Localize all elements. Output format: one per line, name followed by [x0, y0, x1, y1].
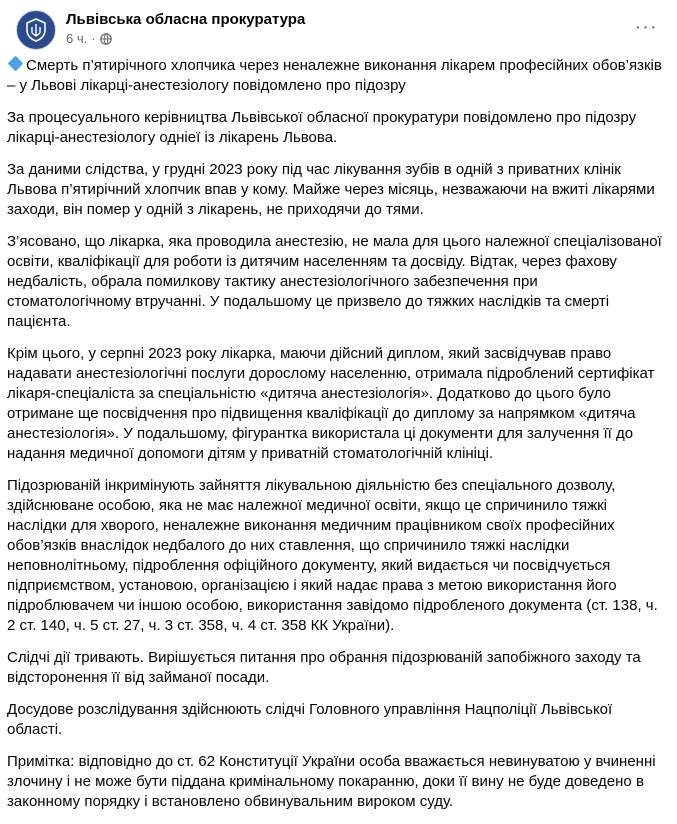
- post-text: [7, 56, 663, 824]
- post-paragraph: За даними слідства, у грудні 2023 року під час лікування зубів в одній з приватних клінік Львова п’ятирічний хлопчик впав у кому. Майже через місяць, незважаючи на вжиті лікарями заходи, він помер у одній з лікарень, не приходячи до тями.: [7, 161, 655, 218]
- meta-separator: ·: [91, 31, 96, 46]
- post-paragraph: Слідчі дії тривають. Вирішується питання про обрання підозрюваній запобіжного заходу та відсторонення її від займаної посади.: [7, 649, 641, 686]
- page-name-link[interactable]: Львівська обласна прокуратура: [66, 11, 306, 28]
- post-paragraph: Підозрюваній інкримінують зайняття лікувальною діяльністю без спеціального дозволу, здійснюване особою, яка не має належної медичної освіти, якщо це спричинило тяжкі наслідки для хворого, неналежне виконання медичним працівником своїх професійних обов’язків внаслідок недбалого до них ставлення, що спричинило тяжкі наслідки неповнолітньому, підроблення офіційного документу, який видається чи посвідчується підприємством, установою, організацією і який надає права з метою використання його підроблювачем чи іншою особою, використання завідомо підробленого документа (ст. 138, ч. 2 ст. 140, ч. 5 ст. 27, ч. 3 ст. 358, ч. 4 ст. 358 КК України).: [7, 477, 658, 634]
- post-timestamp[interactable]: 6 ч.: [66, 31, 88, 46]
- post-paragraph: Примітка: відповідно до ст. 62 Конституції України особа вважається невинуватою у вчиненні злочину і не може бути піддана кримінальному покаранню, доки її вину не буде доведено в законному порядку і встановлено обвинувальним вироком суду.: [7, 753, 656, 810]
- post-paragraph: Крім цього, у серпні 2023 року лікарка, маючи дійсний диплом, який засвідчував право надавати анестезіологічні послуги дорослому населенню, отримала підроблений сертифікат лікаря-спеціаліста за спеціальністю «дитяча анестезіологія». Додатково до цього було отримане ще посвідчення про підвищення кваліфікації до диплому за напрямком «дитяча анестезіологія». У подальшому, фігурантка використала ці документи для залучення її до надання медичної допомоги дітям у приватній стоматологічній клініці.: [7, 345, 655, 462]
- more-options-icon: ···: [634, 15, 658, 38]
- page-avatar[interactable]: [16, 10, 56, 50]
- post-paragraph: За процесуального керівництва Львівської обласної прокуратури повідомлено про підозру лікарці-анестезіологу одніеї із лікарень Львова.: [7, 109, 637, 146]
- prosecutor-emblem-icon: [23, 17, 49, 43]
- globe-icon[interactable]: [100, 33, 112, 45]
- post-paragraph: Досудове розслідування здійснюють слідчі Головного управління Нацполіції Львівської області.: [7, 701, 613, 738]
- post-paragraph: З’ясовано, що лікарка, яка проводила анестезію, не мала для цього належної спеціалізованої освіти, кваліфікації для роботи із дитячим населенням та досвіду. Відтак, через фахову недбалість, обрала помилкову тактику анестезіологічного забезпечення при стоматологічному втручанні. У подальшому це призвело до тяжких наслідків та смерті пацієнта.: [7, 233, 662, 330]
- post-header: [16, 10, 661, 50]
- more-options-button[interactable]: [631, 12, 661, 42]
- blue-diamond-icon: [8, 56, 24, 72]
- post-meta: [66, 31, 112, 46]
- post-headline: Смерть п’ятирічного хлопчика через неналежне виконання лікарем професійних обов’язків – у Львові лікарці-анестезіологу повідомлено про підозру: [7, 57, 662, 94]
